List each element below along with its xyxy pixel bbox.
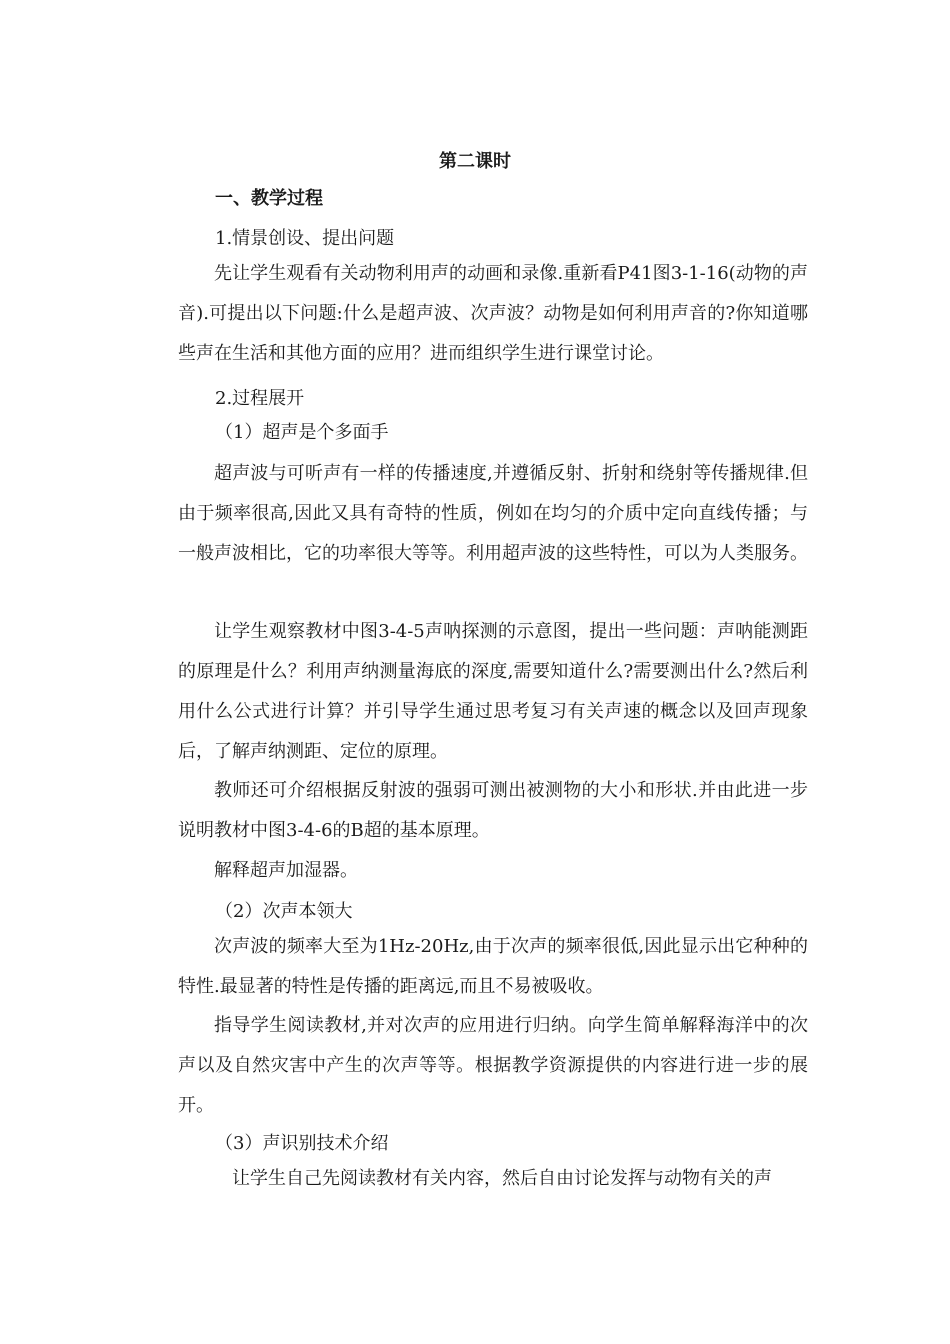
step1-heading: 1.情景创设、提出问题: [215, 228, 395, 249]
sub2-heading: （2）次声本领大: [215, 901, 353, 922]
step2-heading: 2.过程展开: [215, 388, 305, 409]
infrasound-paragraph-2: 指导学生阅读教材,并对次声的应用进行归纳。向学生简单解释海洋中的次声以及自然灾害中产生的次声等等。根据教学资源提供的内容进行进一步的展开。: [178, 1015, 808, 1116]
sub3-heading: （3）声识别技术介绍: [215, 1133, 389, 1154]
ultrasound-paragraph-4: 解释超声加湿器。: [214, 860, 358, 881]
ultrasound-paragraph-2: 让学生观察教材中图3-4-5声呐探测的示意图，提出一些问题：声呐能测距的原理是什么？利用声纳测量海底的深度,需要知道什么?需要测出什么?然后利用什么公式进行计算？并引导学生通过思考复习有关声速的概念以及回声现象后，了解声纳测距、定位的原理。: [178, 621, 808, 762]
ultrasound-paragraph-1: 超声波与可听声有一样的传播速度,并遵循反射、折射和绕射等传播规律.但由于频率很高,因此又具有奇特的性质，例如在均匀的介质中定向直线传播；与一般声波相比，它的功率很大等等。利用超声波的这些特性，可以为人类服务。: [178, 463, 808, 564]
intro-paragraph: 先让学生观看有关动物利用声的动画和录像.重新看P41图3-1-16(动物的声音).可提出以下问题:什么是超声波、次声波？动物是如何利用声音的?你知道哪些声在生活和其他方面的应用？进而组织学生进行课堂讨论。: [178, 263, 808, 364]
infrasound-paragraph-1: 次声波的频率大至为1Hz-20Hz,由于次声的频率很低,因此显示出它种种的特性.最显著的特性是传播的距离远,而且不易被吸收。: [178, 936, 808, 997]
ultrasound-paragraph-3: 教师还可介绍根据反射波的强弱可测出被测物的大小和形状.并由此进一步说明教材中图3-4-6的B超的基本原理。: [178, 780, 808, 841]
sub1-heading: （1）超声是个多面手: [215, 422, 389, 443]
section-heading: 一、教学过程: [215, 188, 323, 209]
page-title: 第二课时: [439, 151, 511, 172]
recognition-paragraph-1: 让学生自己先阅读教材有关内容，然后自由讨论发挥与动物有关的声: [232, 1168, 772, 1189]
